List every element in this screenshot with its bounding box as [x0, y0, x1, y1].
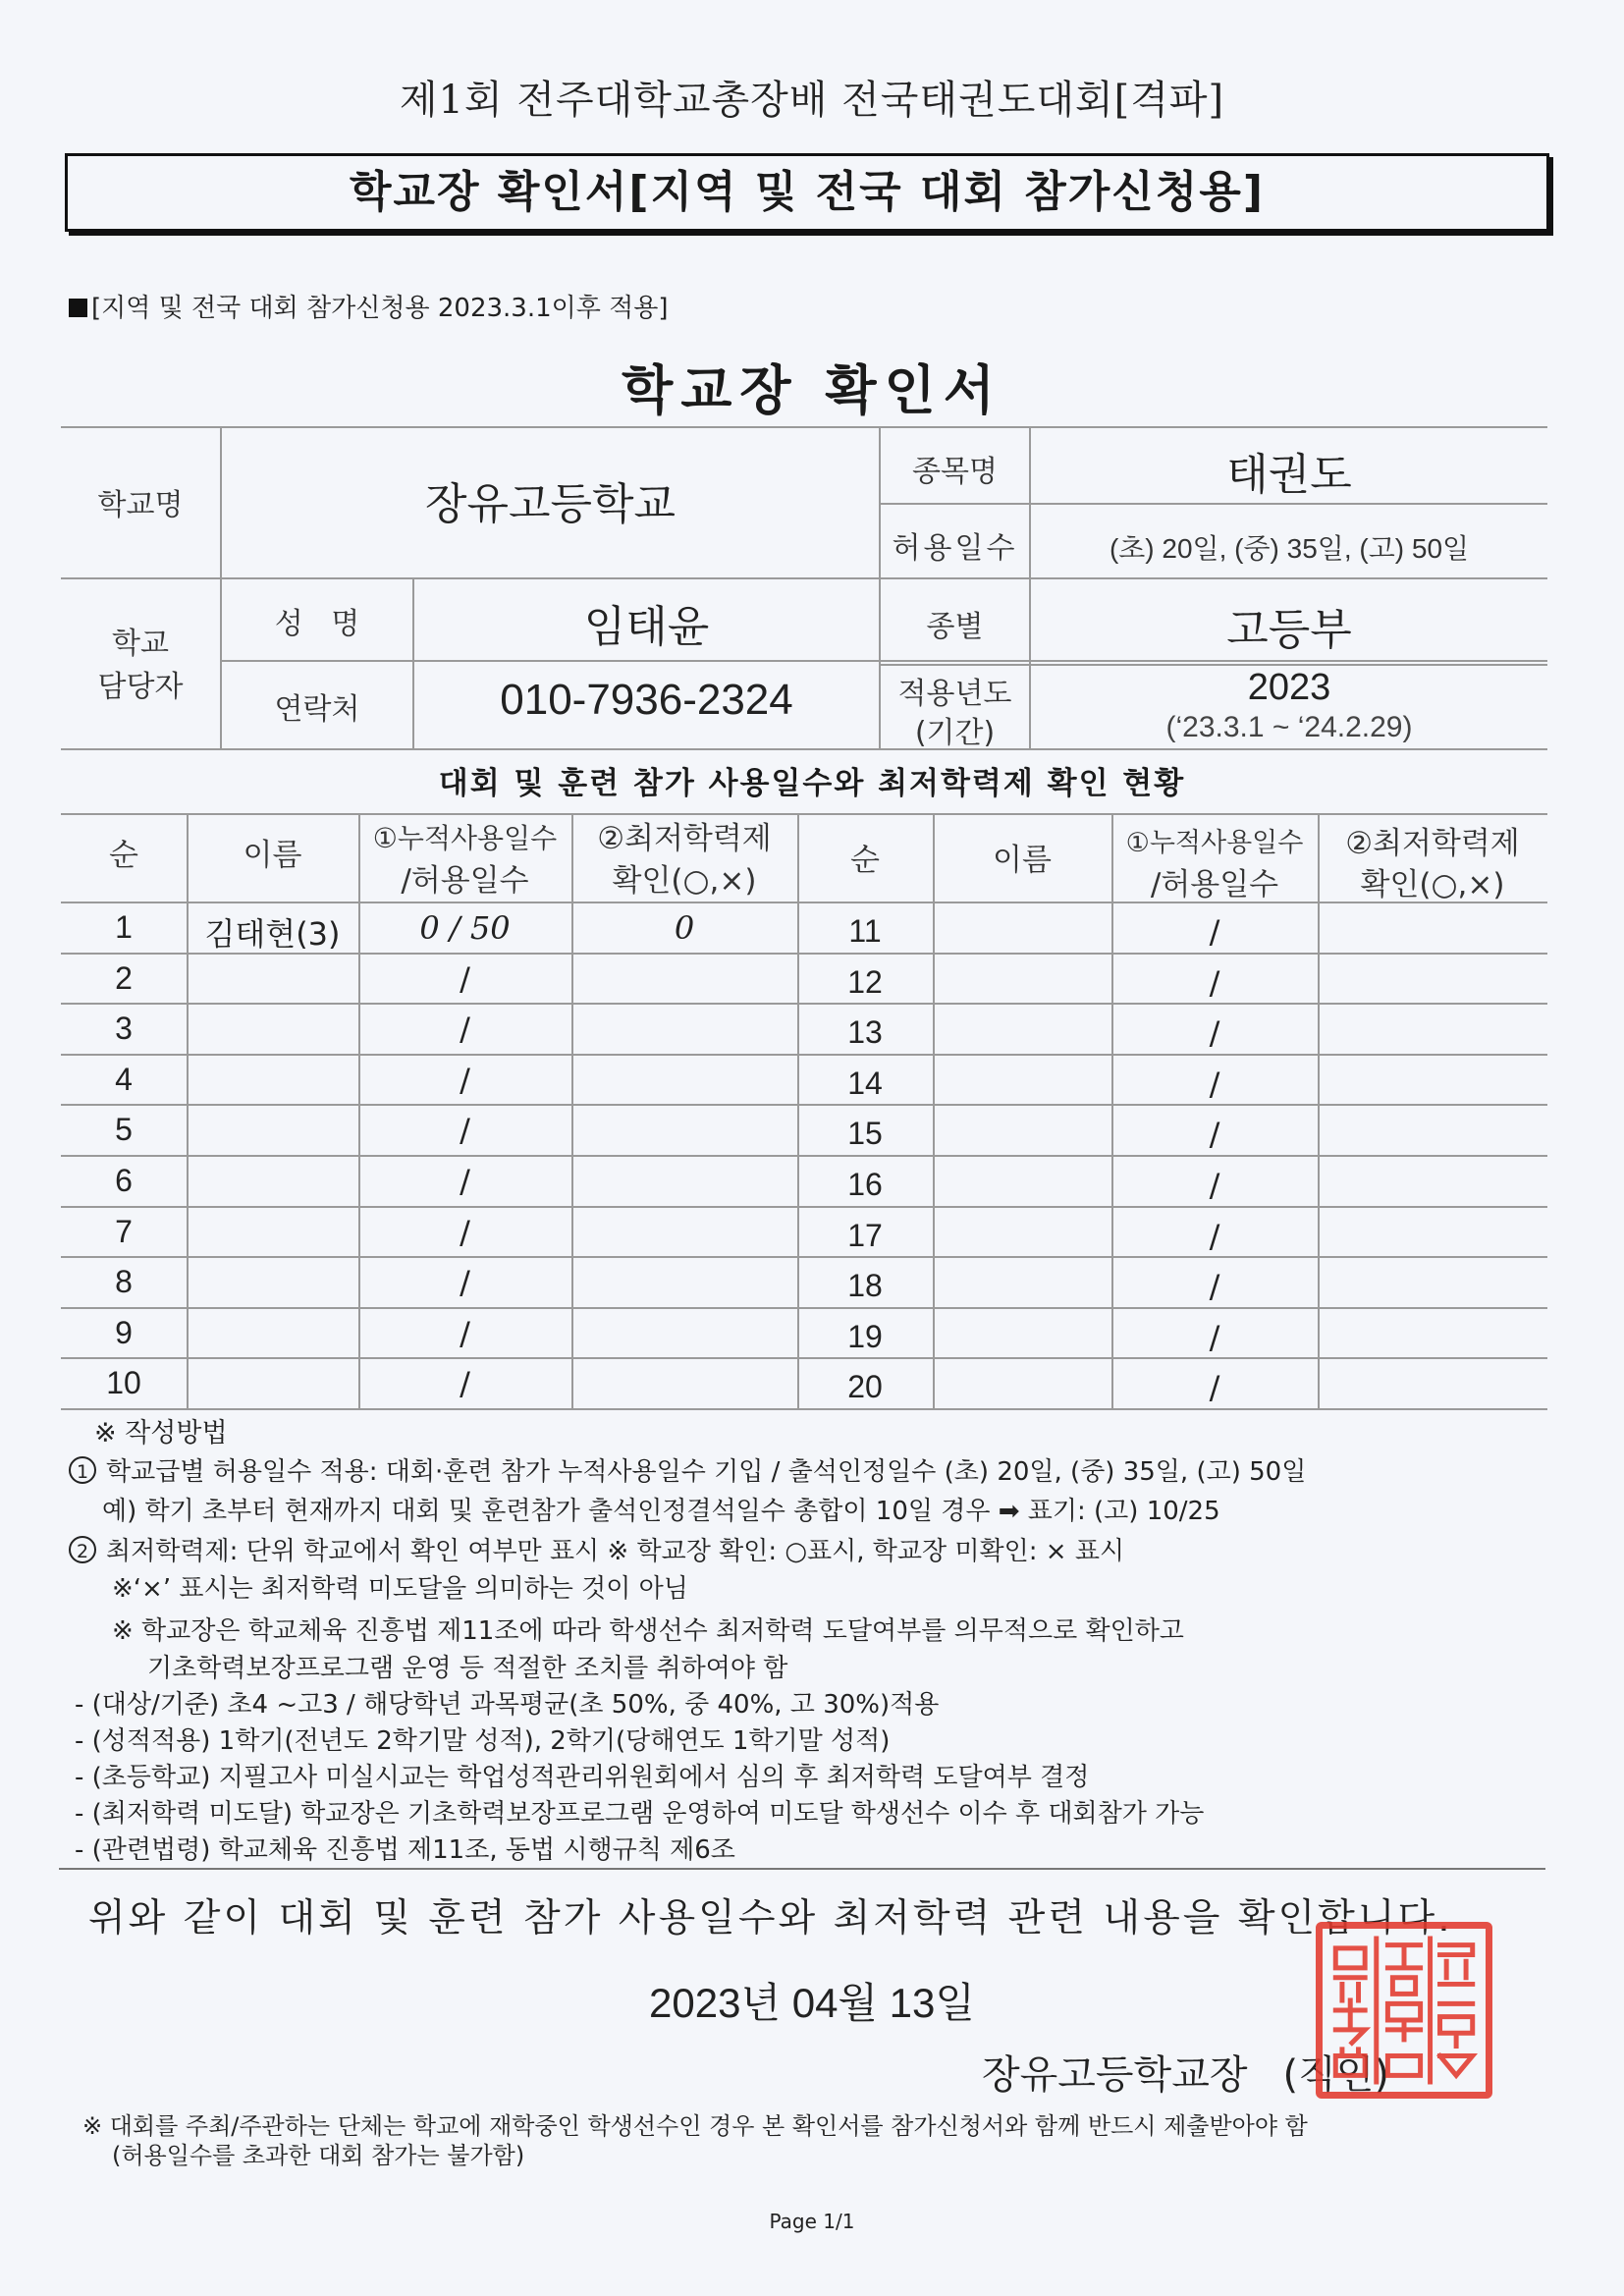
contact-person-label-2: 담당자: [97, 670, 184, 704]
row-days: 0 / 50: [419, 909, 511, 947]
guide-dash-3: - (초등학교) 지필고사 미실시교는 학업성적관리위원회에서 심의 후 최저학력 도달여부 결정: [75, 1763, 1090, 1792]
school-value: 장유고등학교: [424, 479, 677, 529]
school-label: 학교명: [97, 488, 184, 522]
phone-label: 연락처: [274, 692, 360, 727]
row-num: 16: [847, 1167, 883, 1202]
year-label-2: (기간): [914, 716, 996, 750]
row-days: /: [460, 1315, 470, 1352]
row-num: 6: [115, 1163, 133, 1198]
row-num: 1: [115, 909, 133, 945]
confirm-date: 2023년 04월 13일: [649, 1980, 975, 2026]
guide-dash-1: - (대상/기준) 초4 ~고3 / 해당학년 과목평균(초 50%, 중 40%, 고 30%)적용: [75, 1690, 940, 1720]
row-num: 20: [847, 1369, 883, 1404]
row-days: /: [1209, 1116, 1220, 1153]
applies-note-text: [지역 및 전국 대회 참가신청용 2023.3.1이후 적용]: [91, 294, 669, 323]
row-days: /: [460, 1163, 470, 1200]
row-num: 10: [106, 1365, 141, 1400]
seal-mark: (직인): [1282, 2052, 1389, 2098]
header-cum-1-left: ①누적사용일수: [372, 822, 558, 854]
signer-name: 장유고등학교장: [982, 2052, 1248, 2098]
header-num-right: 순: [850, 843, 880, 878]
year-label-1: 적용년도: [897, 677, 1012, 711]
row-divider: [61, 1206, 1547, 1208]
row-divider: [61, 953, 1547, 955]
doc-title: 학교장 확인서: [622, 359, 1002, 421]
division-label: 종별: [926, 610, 984, 644]
sport-label: 종목명: [912, 455, 998, 489]
name-value: 임태윤: [583, 602, 710, 652]
sport-value: 태권도: [1226, 450, 1352, 500]
row-num: 14: [847, 1066, 883, 1101]
row-num: 8: [115, 1264, 133, 1299]
guide-dash-5: - (관련법령) 학교체육 진흥법 제11조, 동법 시행규칙 제6조: [75, 1835, 735, 1865]
guide-note-1: ※‘×’ 표시는 최저학력 미도달을 의미하는 것이 아님: [112, 1574, 688, 1604]
row-num: 17: [847, 1218, 883, 1253]
row-num: 12: [847, 964, 883, 1000]
row-days: /: [460, 1112, 470, 1149]
row-name: 김태현(3): [204, 915, 341, 953]
guide-dash-2: - (성적적용) 1학기(전년도 2학기말 성적), 2학기(당해연도 1학기말 성적): [75, 1726, 891, 1756]
row-divider: [61, 1307, 1547, 1309]
guide-item-1-example: 예) 학기 초부터 현재까지 대회 및 훈련참가 출석인정결석일수 총합이 10일 경우 ➡ 표기: (고) 10/25: [102, 1497, 1220, 1526]
row-days: /: [1209, 1268, 1220, 1305]
row-num: 19: [847, 1319, 883, 1354]
header-cum-1-right: ①누적사용일수: [1125, 828, 1304, 858]
guide-item-2: [69, 1531, 1124, 1567]
seal-icon: [1323, 1929, 1486, 2092]
row-days: /: [460, 1365, 470, 1402]
row-divider: [61, 1003, 1547, 1005]
row-num: 9: [115, 1315, 133, 1350]
year-value: 2023: [1247, 667, 1331, 708]
row-days: /: [1209, 913, 1220, 951]
row-num: 5: [115, 1112, 133, 1147]
row-divider: [61, 1054, 1547, 1056]
circled-number-1: 1: [69, 1456, 96, 1484]
circled-number-2: 2: [69, 1536, 96, 1563]
row-days: /: [1209, 964, 1220, 1002]
row-days: /: [460, 1214, 470, 1251]
header-name-right: 이름: [993, 843, 1052, 878]
row-num: 2: [115, 960, 133, 996]
footnote-2: (허용일수를 초과한 대회 참가는 불가함): [112, 2142, 525, 2169]
row-num: 15: [847, 1116, 883, 1151]
row-num: 4: [115, 1062, 133, 1097]
row-divider: [61, 1357, 1547, 1359]
guide-item-1: [69, 1451, 1306, 1488]
row-num: 3: [115, 1011, 133, 1046]
title-box: 학교장 확인서[지역 및 전국 대회 참가신청용]: [65, 153, 1549, 232]
row-check: 0: [674, 909, 695, 947]
event-title: 제1회 전주대학교총장배 전국태권도대회[격파]: [399, 78, 1225, 123]
row-days: /: [460, 1062, 470, 1099]
guide-note-2: ※ 학교장은 학교체육 진흥법 제11조에 따라 학생선수 최저학력 도달여부를 의무적으로 확인하고: [112, 1616, 1184, 1646]
header-min-1-left: ②최저학력제: [597, 821, 772, 856]
row-days: /: [460, 1264, 470, 1301]
row-days: /: [460, 1011, 470, 1048]
section-title: 대회 및 훈련 참가 사용일수와 최저학력제 확인 현황: [438, 766, 1186, 801]
guide-dash-4: - (최저학력 미도달) 학교장은 기초학력보장프로그램 운영하여 미도달 학생선수 이수 후 대회참가 가능: [75, 1799, 1205, 1829]
row-num: 18: [847, 1268, 883, 1303]
header-cum-2-left: /허용일수: [401, 863, 529, 899]
row-num: 11: [848, 913, 882, 949]
row-divider: [61, 1155, 1547, 1157]
contact-person-label-1: 학교: [112, 627, 169, 661]
row-days: /: [1209, 1014, 1220, 1052]
header-min-2-right: 확인(○,×): [1360, 867, 1505, 902]
header-cum-2-right: /허용일수: [1150, 867, 1279, 902]
period-value: (‘23.3.1 ~ ‘24.2.29): [1165, 711, 1413, 743]
row-days: /: [1209, 1066, 1220, 1103]
confirm-statement: 위와 같이 대회 및 훈련 참가 사용일수와 최저학력 관련 내용을 확인합니다.: [88, 1896, 1453, 1941]
row-num: 13: [847, 1014, 883, 1050]
row-days: /: [1209, 1218, 1220, 1255]
division-value: 고등부: [1226, 605, 1352, 655]
allowed-days-label: 허용일수: [892, 531, 1018, 566]
footnote: [82, 2111, 1308, 2170]
guide-item-2-text: 최저학력제: 단위 학교에서 확인 여부만 표시 ※ 학교장 확인: ○표시, 학교장 미확인: × 표시: [106, 1537, 1125, 1566]
row-divider: [61, 1104, 1547, 1106]
row-days: /: [460, 960, 470, 998]
header-min-1-right: ②최저학력제: [1345, 826, 1520, 861]
phone-value: 010-7936-2324: [500, 676, 793, 724]
row-divider: [61, 1256, 1547, 1258]
allowed-days-value: (초) 20일, (중) 35일, (고) 50일: [1109, 533, 1470, 564]
guide-heading: ※ 작성방법: [94, 1418, 228, 1449]
row-num: 7: [115, 1214, 133, 1249]
guide-item-1-text: 학교급별 허용일수 적용: 대회·훈련 참가 누적사용일수 기입 / 출석인정일수 (초) 20일, (중) 35일, (고) 50일: [106, 1457, 1307, 1487]
row-days: /: [1209, 1167, 1220, 1204]
official-seal: [1316, 1922, 1492, 2099]
header-num-left: 순: [109, 838, 138, 873]
guide-divider: [59, 1868, 1545, 1870]
footnote-1: ※ 대회를 주최/주관하는 단체는 학교에 재학중인 학생선수인 경우 본 확인서를 참가신청서와 함께 반드시 제출받아야 함: [82, 2112, 1308, 2140]
header-name-left: 이름: [243, 838, 302, 873]
row-days: /: [1209, 1369, 1220, 1406]
guide-note-2b: 기초학력보장프로그램 운영 등 적절한 조치를 취하여야 함: [147, 1654, 788, 1683]
name-label: 성 명: [274, 607, 360, 641]
page-number: Page 1/1: [769, 2210, 855, 2233]
header-min-2-left: 확인(○,×): [612, 863, 757, 899]
row-days: /: [1209, 1319, 1220, 1356]
